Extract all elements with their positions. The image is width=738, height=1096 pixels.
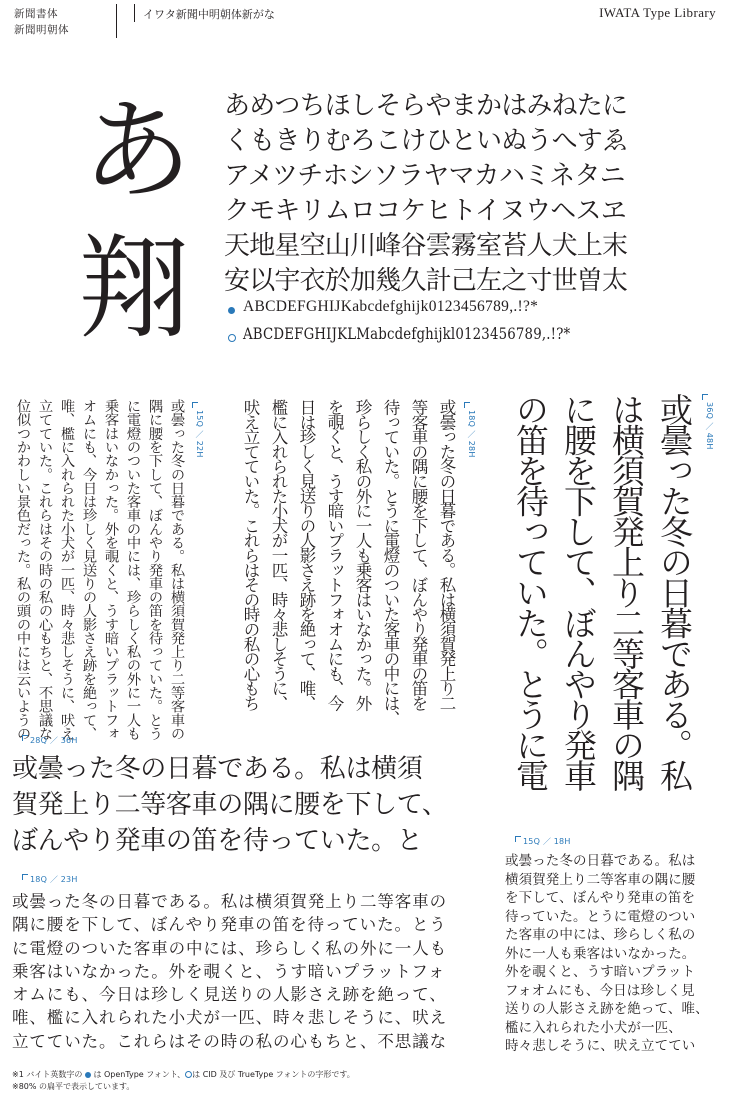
horizontal-line: 或曇った冬の日暮である。私は横須 [12, 754, 423, 784]
kana-line: あめつちほしそらやまかはみねたに [224, 91, 628, 121]
vertical-line: 珍らしく私の外に一人も乗客はいなかった。外 [353, 399, 372, 710]
horizontal-line: 立てていた。これらはその時の私の心もちと、不思議な [12, 1031, 447, 1051]
opentype-bullet-icon [228, 307, 235, 314]
horizontal-line: 賀発上り二等客車の隅に腰を下して、 [12, 790, 448, 820]
horizontal-line: フォオムにも、今日は珍しく見 [505, 982, 695, 999]
horizontal-line: 檻に入れられた小犬が一匹、 [505, 1019, 682, 1036]
size-tick-icon [22, 874, 28, 880]
horizontal-text-28q [12, 751, 448, 859]
alphanumeric-cid: ABCDEFGHIJKLMabcdefghijkl0123456789,.!?* [243, 325, 571, 343]
vertical-line: 吠え立てていた。これらはその時の私の心もち [241, 399, 260, 710]
horizontal-text-15q [505, 852, 709, 1056]
vertical-text-18q [236, 399, 460, 725]
specimen-big-char-1: あ [82, 87, 192, 215]
vertical-line: 待っていた。とうに電燈のついた客車の中には、 [381, 399, 400, 725]
header-name-1: 新聞書体 [14, 8, 58, 20]
vertical-line: 隅に腰を下して、ぼんやり発車の笛を待っていた。とう [147, 399, 163, 740]
brand-name: IWATA Type Library [599, 5, 716, 20]
horizontal-line: た客車の中には、珍らしく私の [505, 927, 696, 943]
cid-bullet-icon [228, 334, 236, 342]
horizontal-line: に電燈のついた客車の中には、珍らしく私の外に一人も [12, 938, 447, 958]
kana-line: くもきりむろこけひといぬうへすゑ [224, 126, 628, 156]
size-tick-icon [464, 402, 470, 408]
size-label-36q-48h: 36Q ／ 48H [705, 402, 714, 450]
size-tick-icon [702, 394, 708, 400]
vertical-line: の笛を待っていた。とうに電 [511, 393, 550, 790]
vertical-text-15q [12, 399, 188, 740]
horizontal-text-18q [12, 890, 447, 1053]
vertical-line: 檻に入れられた小犬が一匹、時々悲しそうに、 [269, 399, 288, 710]
horizontal-line: 或曇った冬の日暮である。私は横須賀発上り二等客車の [12, 892, 447, 911]
size-label-18q-28h: 18Q ／ 28H [467, 410, 476, 458]
horizontal-line: を下して、ぼんやり発車の笛を [505, 890, 696, 906]
font-title: イワタ新聞中明朝体新がな [143, 8, 275, 21]
size-label-18q-23h: 18Q ／ 23H [30, 875, 78, 884]
size-tick-icon [192, 402, 198, 408]
kana-line: 天地星空山川峰谷雲霧室苔人犬上末 [224, 231, 628, 261]
vertical-text-36q [506, 393, 698, 803]
footnote-1-part-a: ※1 バイト英数字の [12, 1070, 83, 1079]
footnote-1 [12, 1069, 355, 1081]
vertical-line: 或曇った冬の日暮である。私は横須賀発上り二等客車の [169, 399, 185, 740]
vertical-line: に腰を下して、ぼんやり発車 [559, 393, 598, 790]
size-tick-icon [22, 735, 28, 741]
size-tick-icon [515, 836, 521, 842]
opentype-bullet-icon [85, 1072, 91, 1078]
horizontal-line: 外に一人も乗客はいなかった。 [505, 945, 696, 962]
horizontal-line: 或曇った冬の日暮である。私は [505, 853, 696, 869]
footnote-1-part-b: は OpenType フォント、 [93, 1070, 186, 1079]
horizontal-line: オムにも、今日は珍しく見送りの人影さえ跡を絶って、 [12, 985, 447, 1005]
footnote-2: ※80% の扁平で表示しています。 [12, 1082, 135, 1091]
horizontal-line: 乗客はいなかった。外を覗くと、うす暗いプラットフォ [12, 961, 446, 981]
horizontal-line: 時々悲しそうに、吠え立ててい [505, 1038, 696, 1054]
vertical-line: 等客車の隅に腰を下して、ぼんやり発車の笛を [409, 399, 428, 710]
horizontal-line: 送りの人影さえ跡を絶って、唯、 [505, 1001, 709, 1017]
horizontal-line: 唯、檻に入れられた小犬が一匹、時々悲しそうに、吠え [12, 1008, 447, 1028]
vertical-line: は横須賀発上り二等客車の隅 [607, 393, 646, 790]
alphanumeric-opentype: ABCDEFGHIJKabcdefghijk0123456789,.!?* [243, 298, 539, 315]
header-divider [116, 4, 117, 38]
header-divider-2 [134, 4, 135, 22]
vertical-line: を覗くと、うす暗いプラットフォオムにも、今 [325, 399, 344, 710]
kana-line: クモキリムロコケヒトイヌウヘスヱ [224, 196, 626, 226]
header-name-2: 新聞明朝体 [14, 24, 69, 36]
size-label-15q-22h: 15Q ／ 22H [195, 410, 204, 458]
kana-block [224, 89, 664, 299]
vertical-line: 位似つかわしい景色だった。私の頭の中には云いようの [15, 399, 31, 740]
vertical-line: 立てていた。これらはその時の私の心もちと、不思議な [37, 399, 53, 740]
vertical-line: に電燈のついた客車の中には、珍らしく私の外に一人も [125, 399, 141, 740]
vertical-line: 或曇った冬の日暮である。私は横須賀発上り二 [437, 399, 456, 710]
horizontal-line: 待っていた。とうに電燈のつい [505, 908, 696, 925]
vertical-line: 乗客はいなかった。外を覗くと、うす暗いプラットフォ [103, 399, 119, 740]
vertical-line: 或曇った冬の日暮である。私 [655, 393, 694, 790]
size-label-28q-36h: 28Q ／ 36H [30, 736, 78, 745]
horizontal-line: 隅に腰を下して、ぼんやり発車の笛を待っていた。とう [12, 915, 447, 935]
size-label-15q-18h: 15Q ／ 18H [523, 837, 571, 846]
specimen-big-char-2: 翔 [78, 224, 190, 354]
vertical-line: 唯、檻に入れられた小犬が一匹、時々悲しそうに、吠え [59, 399, 75, 740]
vertical-line: オムにも、今日は珍しく見送りの人影さえ跡を絶って、 [81, 399, 97, 740]
horizontal-line: 外を覗くと、うす暗いプラット [505, 964, 696, 980]
horizontal-line: 横須賀発上り二等客車の隅に腰 [505, 871, 696, 888]
kana-line: アメツチホシソラヤマカハミネタニ [224, 161, 625, 191]
vertical-line: 日は珍しく見送りの人影さえ跡を絶って、唯、 [297, 399, 316, 710]
horizontal-line: ぼんやり発車の笛を待っていた。と [12, 826, 423, 856]
footnote-1-part-c: は CID 及び TrueType フォントの字形です。 [192, 1070, 355, 1079]
kana-line: 安以宇衣於加幾久計己左之寸世曽太 [224, 266, 628, 296]
